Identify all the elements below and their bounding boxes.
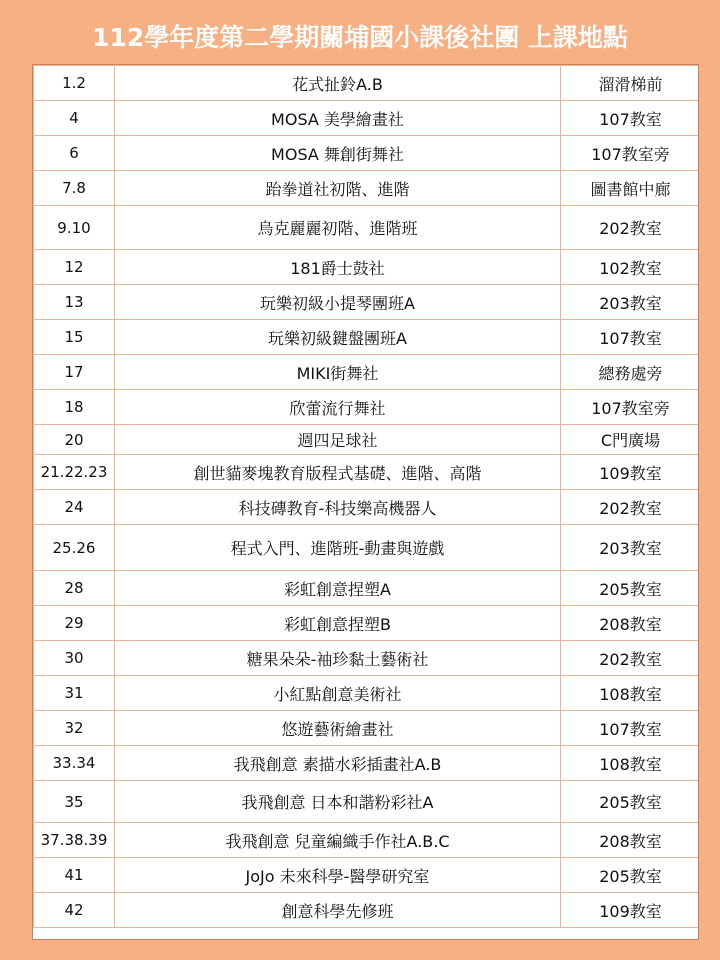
club-name: 玩樂初級小提琴團班A	[115, 285, 561, 320]
club-number: 1.2	[34, 66, 115, 101]
table-row	[34, 781, 700, 823]
club-number: 35	[34, 781, 115, 823]
club-number: 41	[34, 858, 115, 893]
table-row	[34, 571, 700, 606]
page-title: 112學年度第二學期關埔國小課後社團 上課地點	[92, 23, 628, 52]
club-location: 107教室旁	[561, 136, 700, 171]
club-number: 17	[34, 355, 115, 390]
club-number: 18	[34, 390, 115, 425]
club-number: 7.8	[34, 171, 115, 206]
club-location-table	[32, 64, 699, 940]
club-number: 28	[34, 571, 115, 606]
table-row	[34, 676, 700, 711]
club-name: 科技磚教育-科技樂高機器人	[115, 490, 561, 525]
club-location: 總務處旁	[561, 355, 700, 390]
club-name: 彩虹創意捏塑A	[115, 571, 561, 606]
club-number: 32	[34, 711, 115, 746]
table-row	[34, 525, 700, 571]
club-name: JoJo 未來科學-醫學研究室	[115, 858, 561, 893]
club-location: C門廣場	[561, 425, 700, 455]
club-number: 31	[34, 676, 115, 711]
club-name: MOSA 美學繪畫社	[115, 101, 561, 136]
club-number: 25.26	[34, 525, 115, 571]
table-row	[34, 171, 700, 206]
club-number: 13	[34, 285, 115, 320]
club-name: 創意科學先修班	[115, 893, 561, 928]
club-number: 4	[34, 101, 115, 136]
club-location: 202教室	[561, 641, 700, 676]
club-number: 6	[34, 136, 115, 171]
club-name: 我飛創意 素描水彩插畫社A.B	[115, 746, 561, 781]
table-row	[34, 641, 700, 676]
table-row	[34, 66, 700, 101]
table-row	[34, 206, 700, 250]
club-location: 203教室	[561, 285, 700, 320]
club-name: 我飛創意 兒童編織手作社A.B.C	[115, 823, 561, 858]
table-row	[34, 746, 700, 781]
club-name: 小紅點創意美術社	[115, 676, 561, 711]
club-location: 107教室旁	[561, 390, 700, 425]
club-name: 玩樂初級鍵盤團班A	[115, 320, 561, 355]
club-location: 205教室	[561, 571, 700, 606]
club-number: 15	[34, 320, 115, 355]
table-row	[34, 285, 700, 320]
table-row	[34, 355, 700, 390]
table-row	[34, 606, 700, 641]
club-number: 42	[34, 893, 115, 928]
club-location: 108教室	[561, 746, 700, 781]
club-name: 彩虹創意捏塑B	[115, 606, 561, 641]
club-name: 181爵士鼓社	[115, 250, 561, 285]
table-row	[34, 823, 700, 858]
table-row	[34, 455, 700, 490]
club-number: 37.38.39	[34, 823, 115, 858]
table-row	[34, 711, 700, 746]
club-location: 203教室	[561, 525, 700, 571]
club-name: MOSA 舞創街舞社	[115, 136, 561, 171]
table-row	[34, 136, 700, 171]
table-row	[34, 858, 700, 893]
club-name: 糖果朵朵-袖珍黏土藝術社	[115, 641, 561, 676]
club-number: 20	[34, 425, 115, 455]
club-number: 12	[34, 250, 115, 285]
club-location: 圖書館中廊	[561, 171, 700, 206]
table-row	[34, 320, 700, 355]
club-location: 107教室	[561, 101, 700, 136]
club-name: MIKI街舞社	[115, 355, 561, 390]
club-name: 花式扯鈴A.B	[115, 66, 561, 101]
club-location: 107教室	[561, 711, 700, 746]
club-location: 109教室	[561, 455, 700, 490]
club-location: 溜滑梯前	[561, 66, 700, 101]
table-row	[34, 250, 700, 285]
club-location: 102教室	[561, 250, 700, 285]
club-location: 202教室	[561, 490, 700, 525]
table-row	[34, 893, 700, 928]
club-number: 30	[34, 641, 115, 676]
table-row	[34, 101, 700, 136]
club-number: 24	[34, 490, 115, 525]
club-name: 跆拳道社初階、進階	[115, 171, 561, 206]
club-name: 我飛創意 日本和諧粉彩社A	[115, 781, 561, 823]
club-location: 107教室	[561, 320, 700, 355]
club-location: 109教室	[561, 893, 700, 928]
club-name: 悠遊藝術繪畫社	[115, 711, 561, 746]
club-name: 程式入門、進階班-動畫與遊戲	[115, 525, 561, 571]
club-name: 週四足球社	[115, 425, 561, 455]
club-number: 33.34	[34, 746, 115, 781]
club-location: 202教室	[561, 206, 700, 250]
club-location: 208教室	[561, 606, 700, 641]
club-location: 208教室	[561, 823, 700, 858]
club-name: 欣蕾流行舞社	[115, 390, 561, 425]
club-number: 29	[34, 606, 115, 641]
table-row	[34, 490, 700, 525]
table-row	[34, 425, 700, 455]
club-location: 205教室	[561, 781, 700, 823]
club-location: 108教室	[561, 676, 700, 711]
club-number: 21.22.23	[34, 455, 115, 490]
table-body	[34, 66, 700, 928]
club-number: 9.10	[34, 206, 115, 250]
club-name: 創世貓麥塊教育版程式基礎、進階、高階	[115, 455, 561, 490]
table-row	[34, 390, 700, 425]
club-location: 205教室	[561, 858, 700, 893]
club-name: 烏克麗麗初階、進階班	[115, 206, 561, 250]
